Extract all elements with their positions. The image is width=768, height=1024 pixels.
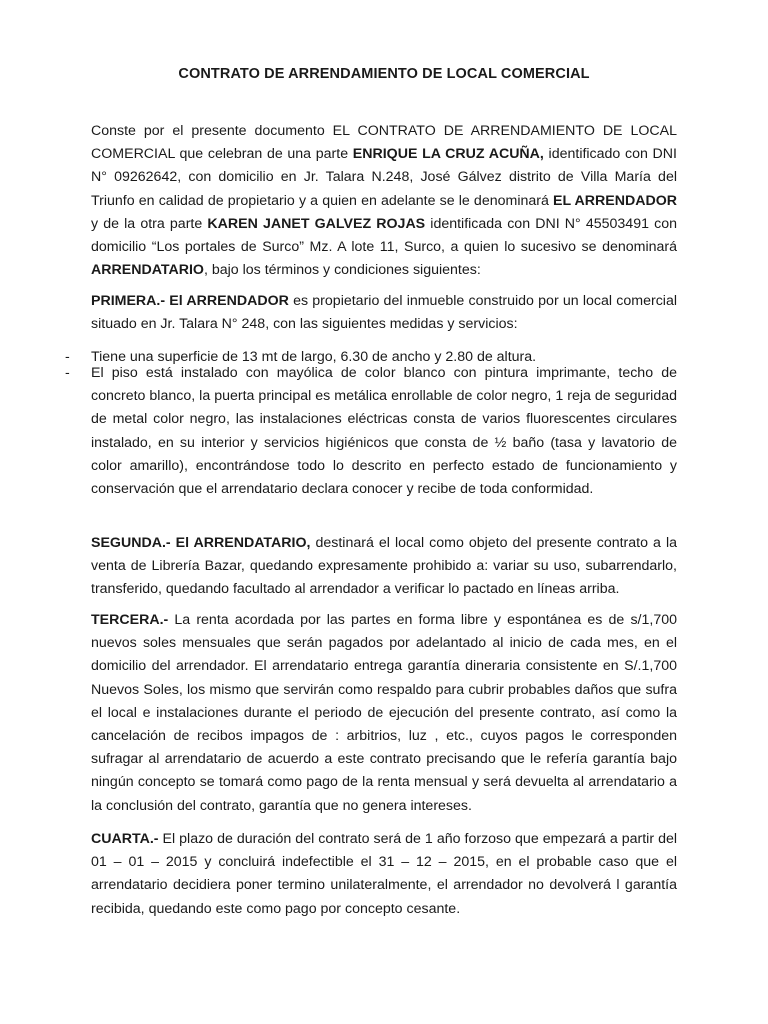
arrendador-term: EL ARRENDADOR: [553, 192, 677, 209]
intro-text-3: y de la otra parte: [91, 215, 208, 232]
list-dash: -: [65, 365, 70, 381]
arrendatario-name: KAREN JANET GALVEZ ROJAS: [207, 215, 426, 232]
intro-text-2: identificado con DNI N° 09262642, con domicilio en Jr. Talara N.248, José Gálvez distrito de Villa María del Triunfo en calidad de propietario y a quien en adelante se le denominará: [91, 146, 677, 209]
clause-primera-label: PRIMERA.- El ARRENDADOR: [91, 293, 289, 309]
clause-cuarta: [91, 828, 677, 921]
clause-primera: [91, 290, 677, 336]
document-title: CONTRATO DE ARRENDAMIENTO DE LOCAL COMERCIAL: [178, 66, 590, 82]
arrendador-name: ENRIQUE LA CRUZ ACUÑA,: [352, 146, 544, 163]
clause-cuarta-label: CUARTA.-: [91, 831, 159, 847]
clause-segunda: [91, 532, 677, 602]
clause-tercera-text: La renta acordada por las partes en forma libre y espontánea es de s/1,700 nuevos soles mensuales que serán pagados por adelantado al inicio de cada mes, en el domicilio del arrendador. El arrendatario entrega garantía dineraria consistente en S/.1,700 Nuevos Soles, los mismo que servirán como respaldo para cubrir probables daños que sufra el local e instalaciones durante el periodo de ejecución del presente contrato, así como la cancelación de recibos impagos de : arbitrios, luz , etc., cuyos pagos le corresponden sufragar al arrendatario de acuerdo a este contrato precisando que le refería garantía bajo ningún concepto se tomará como pago de la renta mensual y será devuelta al arrendatario a la conclusión del contrato, garantía que no genera intereses.: [91, 612, 677, 814]
intro-text-4: identificada con DNI N° 45503491 con domicilio “Los portales de Surco” Mz. A lote 11, Surco, a quien lo sucesivo se denominará: [91, 215, 677, 256]
clause-primera-text: es propietario del inmueble construido por un local comercial situado en Jr. Talara N° 248, con las siguientes medidas y servicios:: [91, 293, 677, 333]
clause-segunda-text: destinará el local como objeto del presente contrato a la venta de Librería Bazar, quedando expresamente prohibido a: variar su uso, subarrendarlo, transferido, quedando facultado al arrendador a verificar lo pactado en líneas arriba.: [91, 535, 677, 598]
clause-segunda-label: SEGUNDA.- El ARRENDATARIO,: [91, 535, 311, 551]
clause-tercera: [91, 609, 677, 818]
list-dash: -: [65, 349, 70, 365]
intro-text-5: , bajo los términos y condiciones siguientes:: [203, 262, 481, 279]
arrendatario-term: ARRENDATARIO: [91, 262, 204, 279]
list-item-text: Tiene una superficie de 13 mt de largo, 6.30 de ancho y 2.80 de altura.: [91, 349, 537, 365]
list-item: [65, 362, 677, 501]
clause-tercera-label: TERCERA.-: [91, 612, 169, 628]
intro-text-1: Conste por el presente documento EL CONTRATO DE ARRENDAMIENTO DE LOCAL COMERCIAL que celebran de una parte: [91, 123, 677, 163]
list-item-text: El piso está instalado con mayólica de color blanco con pintura imprimante, techo de concreto blanco, la puerta principal es metálica enrollable de color negro, 1 reja de seguridad de metal color negro, las instalaciones eléctricas consta de varios fluorescentes circulares instalado, en su interior y servicios higiénicos que consta de ½ baño (tasa y lavatorio de color amarillo), encontrándose todo lo descrito en perfecto estado de funcionamiento y conservación que el arrendatario declara conocer y recibe de toda conformidad.: [91, 365, 677, 498]
clause-cuarta-text: El plazo de duración del contrato será de 1 año forzoso que empezará a partir del 01 – 01 – 2015 y concluirá indefectible el 31 – 12 – 2015, en el probable caso que el arrendatario decidiera poner termino unilateralmente, el arrendador no devolverá l garantía recibida, quedando este como pago por concepto cesante.: [91, 831, 677, 917]
intro-paragraph: [91, 120, 677, 282]
